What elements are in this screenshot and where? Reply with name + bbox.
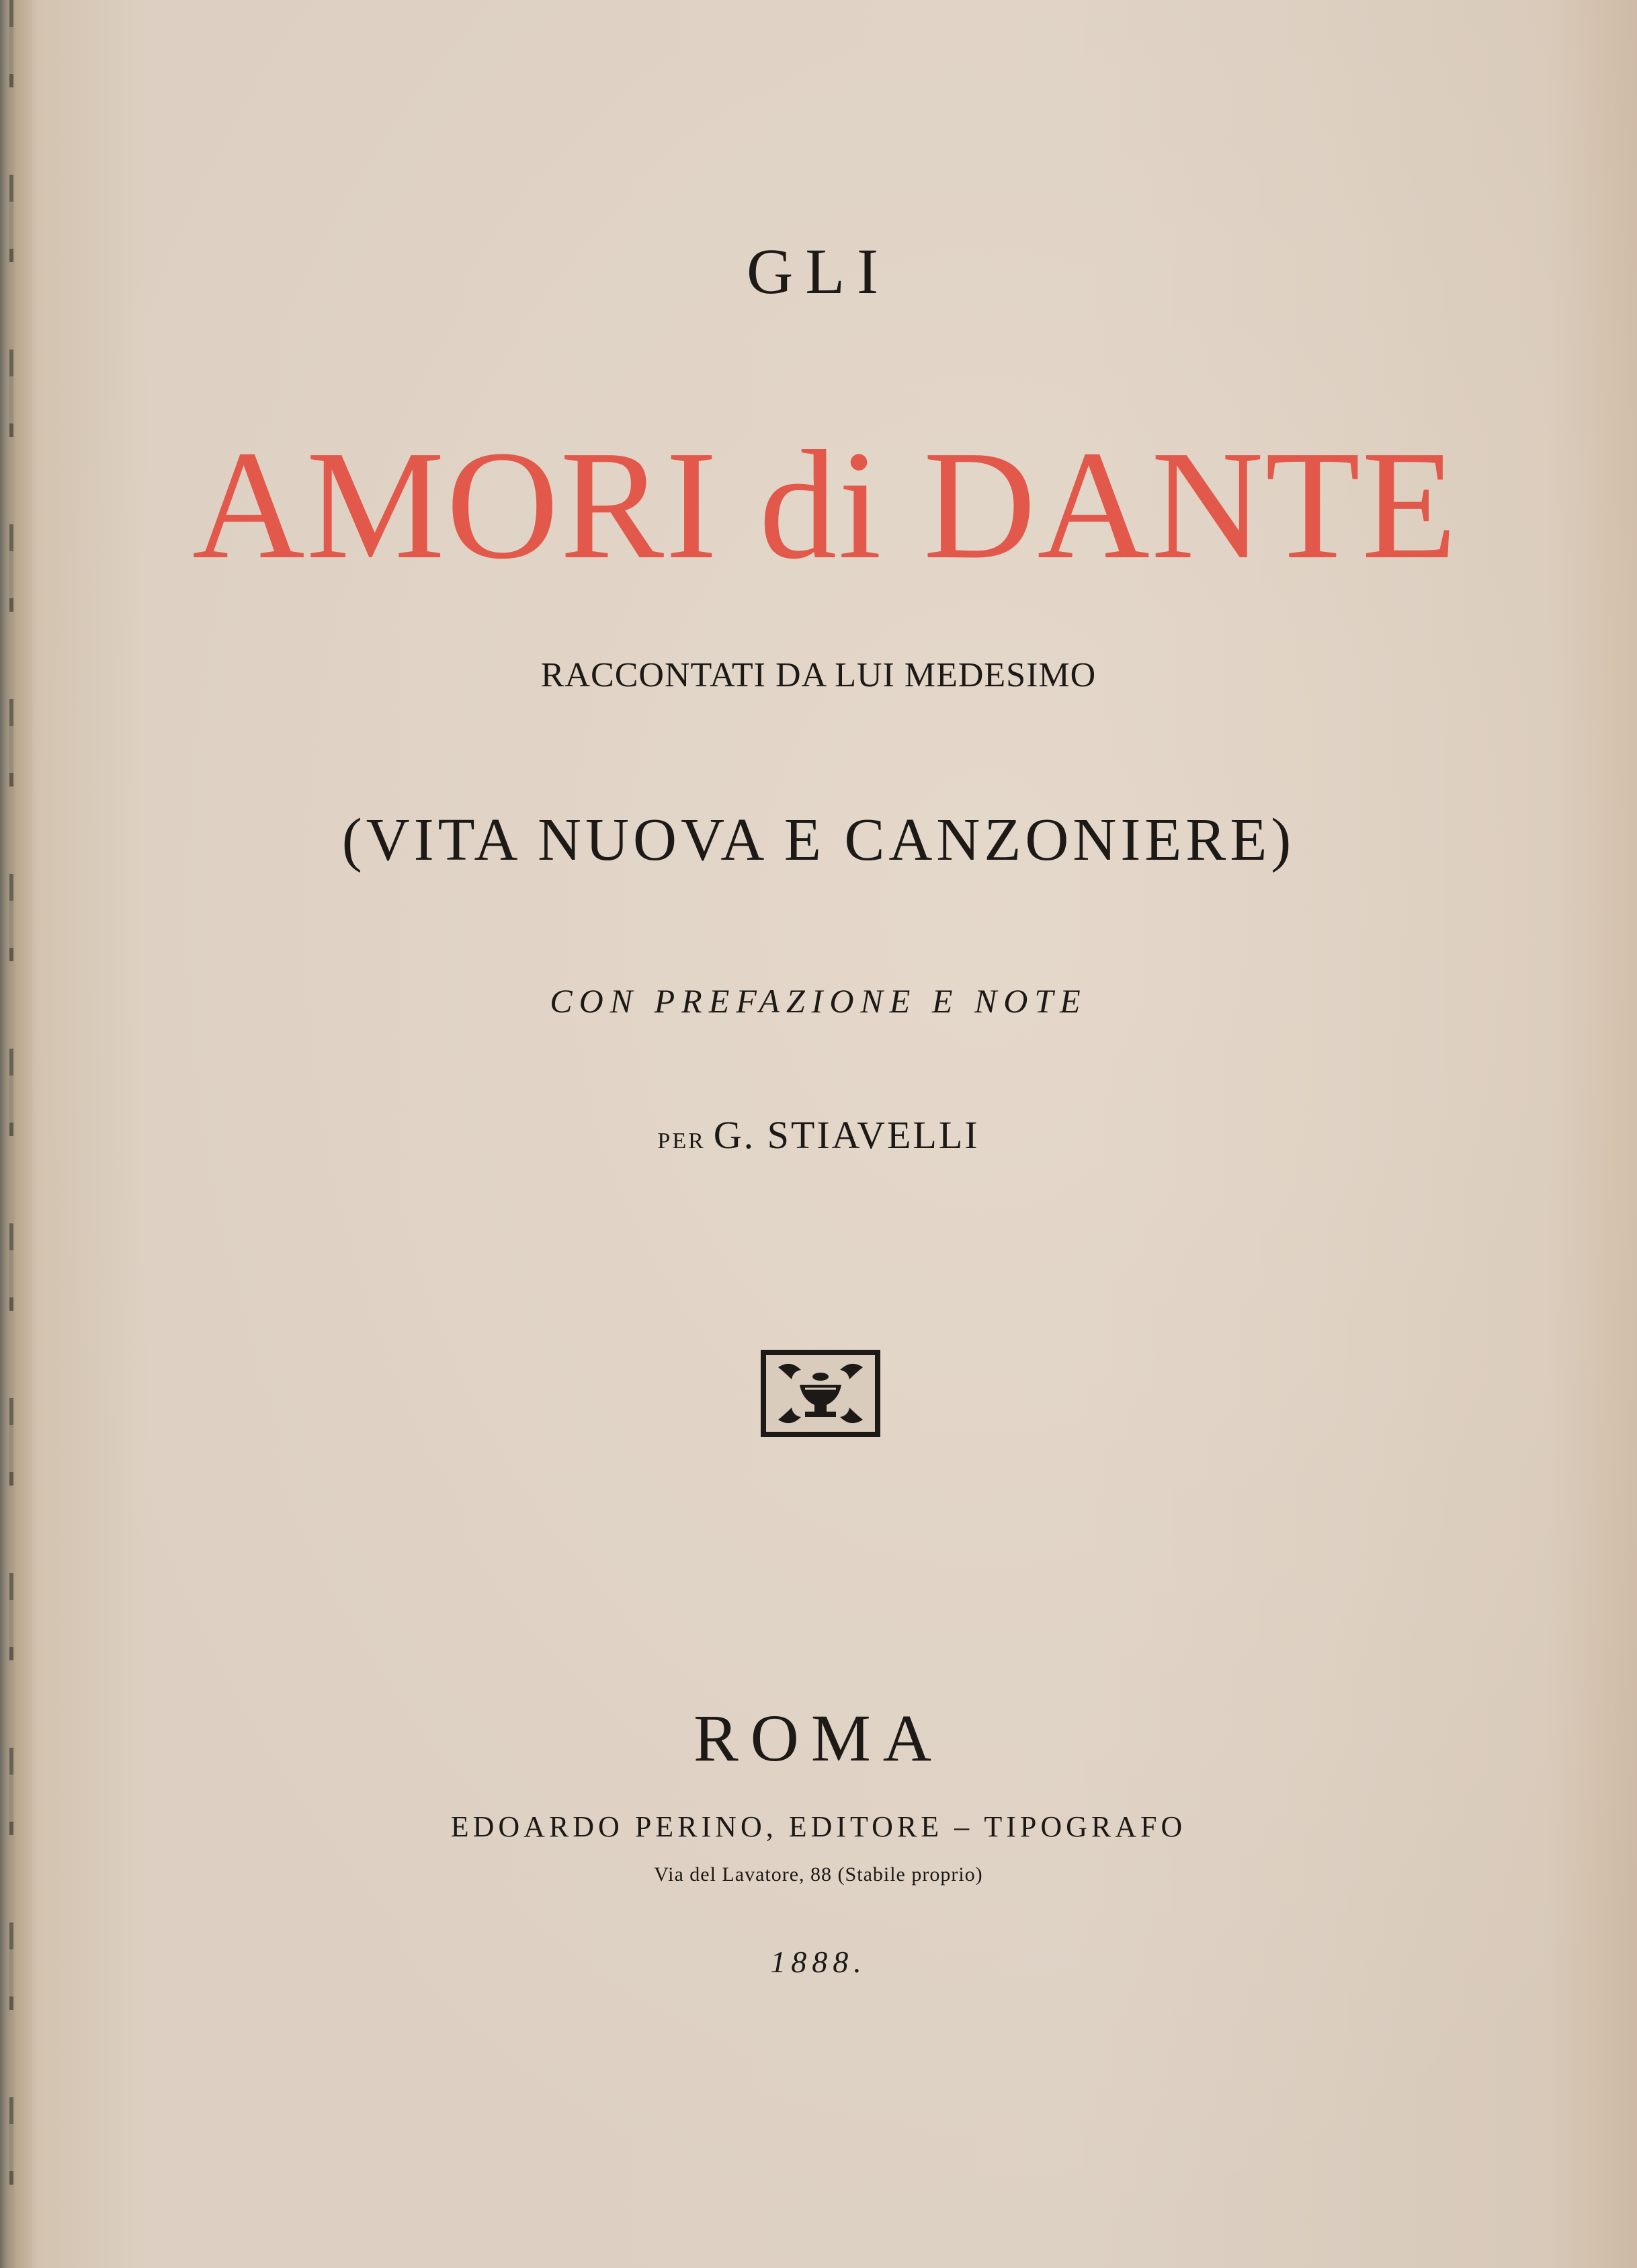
book-title <box>0 415 1637 595</box>
vase-ornament-icon <box>758 1347 883 1440</box>
title-word-dante: DANTE <box>923 419 1458 592</box>
title-word-di: di <box>759 419 883 592</box>
author-line <box>0 1112 1637 1158</box>
author-name: G. STIAVELLI <box>713 1113 980 1157</box>
publication-year: 1888. <box>770 1945 867 1979</box>
publisher-address: Via del Lavatore, 88 (Stabile proprio) <box>654 1863 983 1886</box>
publisher: EDOARDO PERINO, EDITORE – TIPOGRAFO <box>450 1810 1187 1843</box>
subtitle: RACCONTATI DA LUI MEDESIMO <box>540 656 1097 694</box>
subtitle-parenthetical: (VITA NUOVA E CANZONIERE) <box>341 807 1296 873</box>
city: ROMA <box>693 1701 944 1775</box>
pre-title: GLI <box>747 235 890 307</box>
author-prefix: PER <box>657 1129 706 1153</box>
preface-note: CON PREFAZIONE E NOTE <box>550 982 1087 1020</box>
title-word-amori: AMORI <box>192 419 719 592</box>
